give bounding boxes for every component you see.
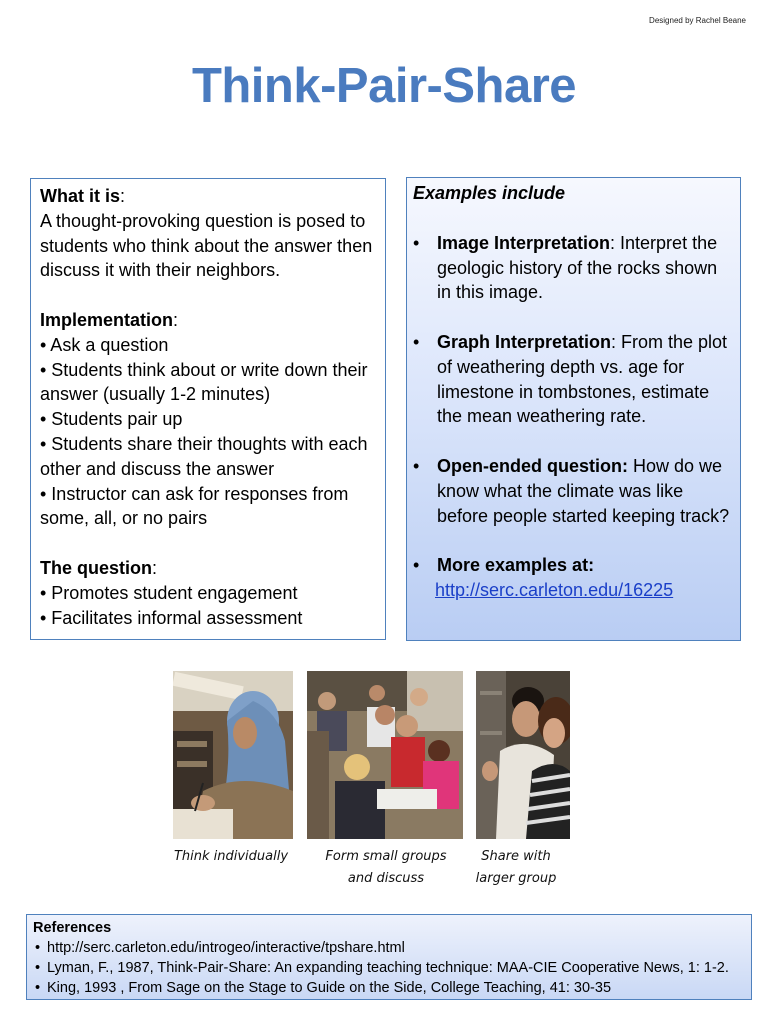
- question-heading: The question: [40, 557, 152, 578]
- share-caption: Share with larger group: [475, 849, 557, 886]
- designer-credit: Designed by Rachel Beane: [649, 16, 746, 25]
- larger-group-photo: [476, 671, 570, 839]
- think-caption: Think individually: [173, 849, 289, 864]
- page-title: Think-Pair-Share: [191, 59, 577, 113]
- reference-item: • Lyman, F., 1987, Think-Pair-Share: An expanding teaching technique: MAA-CIE Cooperative News, 1: 1-2.: [33, 958, 745, 978]
- think-individually-photo: [173, 671, 293, 839]
- examples-box: [406, 177, 741, 641]
- what-it-is-text: A thought-provoking question is posed to students who think about the answer then discuss it with their neighbors.: [40, 210, 373, 281]
- example-item: • Graph Interpretation: From the plot of weathering depth vs. age for limestone in tombstones, estimate the mean weathering rate.: [413, 331, 728, 427]
- implementation-item: • Ask a question: [40, 334, 169, 355]
- example-item: • More examples at:: [413, 555, 595, 576]
- reference-item: • http://serc.carleton.edu/introgeo/interactive/tpshare.html: [33, 938, 745, 958]
- question-item: • Promotes student engagement: [40, 582, 298, 603]
- references-box: [26, 914, 752, 1000]
- examples-heading: Examples include: [413, 183, 566, 203]
- more-examples-link[interactable]: http://serc.carleton.edu/16225: [435, 579, 674, 600]
- implementation-item: • Students think about or write down their answer (usually 1-2 minutes): [40, 359, 368, 405]
- groups-caption: Form small groups and discuss: [325, 849, 447, 886]
- what-it-is-heading: What it is: [40, 186, 120, 206]
- references-heading: References: [33, 920, 112, 936]
- implementation-item: • Students pair up: [40, 409, 183, 430]
- implementation-heading: Implementation: [40, 309, 174, 330]
- overview-box: What it is: A thought-provoking question is posed to students who think about the answer then discuss it with their neighbors. Implementation: • Ask a question • Students think about or write down their answer (usually 1-2 minutes) • Students pair up • Students share their thoughts with each other and discuss the answer • Instructor can ask for responses from some, all, or no pairs The question: • Promotes student engagement • Facilitates informal assessment: [30, 178, 386, 640]
- small-groups-photo: [307, 671, 463, 839]
- reference-item: • King, 1993 , From Sage on the Stage to Guide on the Side, College Teaching, 41: 30-35: [33, 978, 745, 998]
- example-item: • Image Interpretation: Interpret the geologic history of the rocks shown in this image.: [413, 232, 718, 303]
- implementation-item: • Instructor can ask for responses from some, all, or no pairs: [40, 483, 349, 529]
- question-item: • Facilitates informal assessment: [40, 607, 303, 628]
- implementation-item: • Students share their thoughts with each other and discuss the answer: [40, 433, 368, 479]
- example-item: • Open-ended question: How do we know what the climate was like before people started keeping track?: [413, 455, 730, 526]
